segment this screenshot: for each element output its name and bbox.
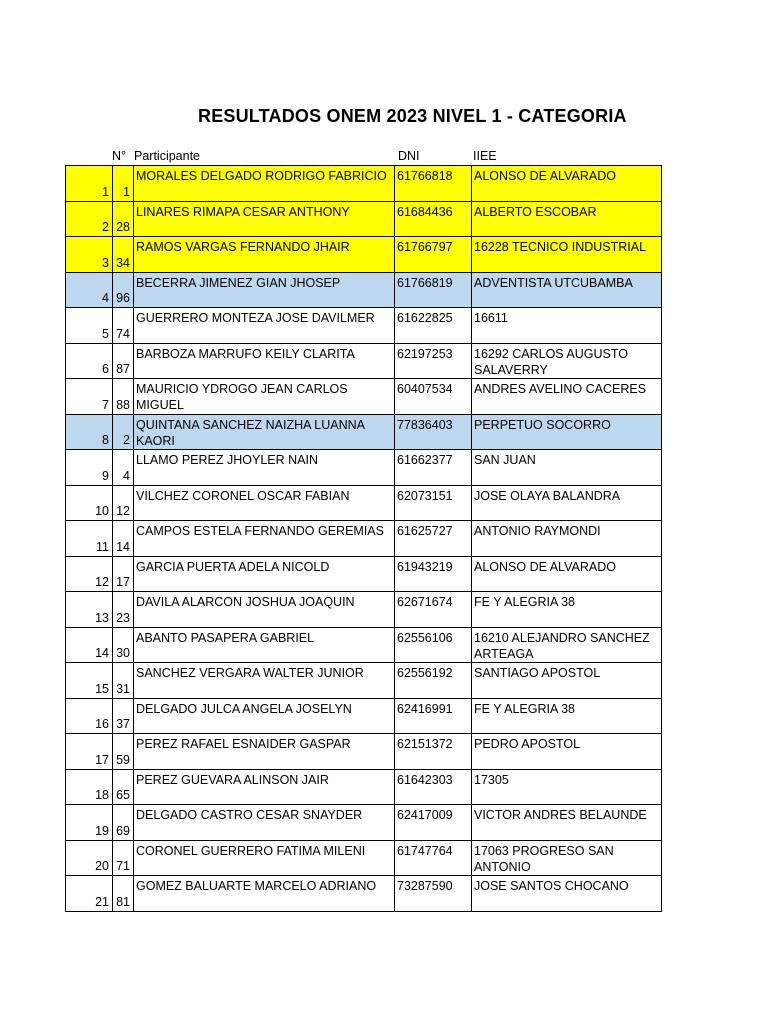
participant-number-cell: 12 xyxy=(113,485,134,521)
table-row xyxy=(66,450,662,486)
school-cell: ANTONIO RAYMONDI xyxy=(472,521,662,557)
dni-cell: 61622825 xyxy=(395,308,472,344)
rank-cell: 9 xyxy=(66,450,113,486)
rank-cell: 21 xyxy=(66,876,113,912)
school-cell: 16292 CARLOS AUGUSTO SALAVERRY xyxy=(472,343,662,379)
dni-cell: 61766797 xyxy=(395,237,472,273)
dni-cell: 62073151 xyxy=(395,485,472,521)
page-title: RESULTADOS ONEM 2023 NIVEL 1 - CATEGORIA xyxy=(198,106,627,126)
table-row xyxy=(66,379,662,415)
school-cell: SANTIAGO APOSTOL xyxy=(472,663,662,699)
table-row xyxy=(66,308,662,344)
participant-name-cell: BECERRA JIMENEZ GIAN JHOSEP xyxy=(134,272,395,308)
rank-cell: 12 xyxy=(66,556,113,592)
participant-number-cell: 88 xyxy=(113,379,134,415)
dni-cell: 61625727 xyxy=(395,521,472,557)
dni-cell: 62417009 xyxy=(395,805,472,841)
table-row xyxy=(66,627,662,663)
participant-name-cell: CAMPOS ESTELA FERNANDO GEREMIAS xyxy=(134,521,395,557)
dni-cell: 62151372 xyxy=(395,734,472,770)
school-cell: ADVENTISTA UTCUBAMBA xyxy=(472,272,662,308)
participant-number-cell: 34 xyxy=(113,237,134,273)
participant-name-cell: DELGADO CASTRO CESAR SNAYDER xyxy=(134,805,395,841)
rank-cell: 8 xyxy=(66,414,113,450)
rank-cell: 20 xyxy=(66,840,113,876)
school-cell: 16228 TECNICO INDUSTRIAL xyxy=(472,237,662,273)
participant-number-cell: 2 xyxy=(113,414,134,450)
dni-cell: 61766818 xyxy=(395,166,472,202)
dni-cell: 62556192 xyxy=(395,663,472,699)
table-row xyxy=(66,876,662,912)
dni-cell: 62197253 xyxy=(395,343,472,379)
dni-cell: 62556106 xyxy=(395,627,472,663)
participant-number-cell: 14 xyxy=(113,521,134,557)
participant-name-cell: GARCIA PUERTA ADELA NICOLD xyxy=(134,556,395,592)
school-cell: 16210 ALEJANDRO SANCHEZ ARTEAGA xyxy=(472,627,662,663)
school-cell: JOSE SANTOS CHOCANO xyxy=(472,876,662,912)
table-row xyxy=(66,556,662,592)
rank-cell: 15 xyxy=(66,663,113,699)
dni-cell: 62416991 xyxy=(395,698,472,734)
participant-number-cell: 87 xyxy=(113,343,134,379)
participant-number-cell: 65 xyxy=(113,769,134,805)
rank-cell: 11 xyxy=(66,521,113,557)
rank-cell: 5 xyxy=(66,308,113,344)
table-row xyxy=(66,698,662,734)
rank-cell: 17 xyxy=(66,734,113,770)
school-cell: ANDRES AVELINO CACERES xyxy=(472,379,662,415)
table-row xyxy=(66,485,662,521)
participant-name-cell: PEREZ GUEVARA ALINSON JAIR xyxy=(134,769,395,805)
rank-cell: 14 xyxy=(66,627,113,663)
rank-cell: 7 xyxy=(66,379,113,415)
participant-name-cell: RAMOS VARGAS FERNANDO JHAIR xyxy=(134,237,395,273)
participant-name-cell: ABANTO PASAPERA GABRIEL xyxy=(134,627,395,663)
participant-number-cell: 96 xyxy=(113,272,134,308)
dni-cell: 61662377 xyxy=(395,450,472,486)
rank-cell: 13 xyxy=(66,592,113,628)
school-cell: PEDRO APOSTOL xyxy=(472,734,662,770)
column-header-dni: DNI xyxy=(398,149,420,163)
participant-name-cell: LLAMO PEREZ JHOYLER NAIN xyxy=(134,450,395,486)
dni-cell: 60407534 xyxy=(395,379,472,415)
school-cell: JOSE OLAYA BALANDRA xyxy=(472,485,662,521)
school-cell: 17305 xyxy=(472,769,662,805)
rank-cell: 2 xyxy=(66,201,113,237)
rank-cell: 4 xyxy=(66,272,113,308)
participant-name-cell: VILCHEZ CORONEL OSCAR FABIAN xyxy=(134,485,395,521)
school-cell: FE Y ALEGRIA 38 xyxy=(472,592,662,628)
participant-number-cell: 17 xyxy=(113,556,134,592)
table-row xyxy=(66,734,662,770)
school-cell: 16611 xyxy=(472,308,662,344)
dni-cell: 61766819 xyxy=(395,272,472,308)
table-row xyxy=(66,592,662,628)
participant-name-cell: CORONEL GUERRERO FATIMA MILENI xyxy=(134,840,395,876)
participant-name-cell: QUINTANA SANCHEZ NAIZHA LUANNA KAORI xyxy=(134,414,395,450)
dni-cell: 73287590 xyxy=(395,876,472,912)
school-cell: ALBERTO ESCOBAR xyxy=(472,201,662,237)
participant-name-cell: DAVILA ALARCON JOSHUA JOAQUIN xyxy=(134,592,395,628)
participant-number-cell: 28 xyxy=(113,201,134,237)
participant-name-cell: PEREZ RAFAEL ESNAIDER GASPAR xyxy=(134,734,395,770)
participant-number-cell: 1 xyxy=(113,166,134,202)
participant-number-cell: 30 xyxy=(113,627,134,663)
table-row xyxy=(66,840,662,876)
school-cell: ALONSO DE ALVARADO xyxy=(472,556,662,592)
table-row xyxy=(66,201,662,237)
participant-number-cell: 4 xyxy=(113,450,134,486)
column-header-participant: Participante xyxy=(134,149,201,163)
participant-number-cell: 69 xyxy=(113,805,134,841)
rank-cell: 18 xyxy=(66,769,113,805)
rank-cell: 1 xyxy=(66,166,113,202)
dni-cell: 77836403 xyxy=(395,414,472,450)
participant-number-cell: 71 xyxy=(113,840,134,876)
participant-name-cell: DELGADO JULCA ANGELA JOSELYN xyxy=(134,698,395,734)
rank-cell: 3 xyxy=(66,237,113,273)
school-cell: 17063 PROGRESO SAN ANTONIO xyxy=(472,840,662,876)
participant-number-cell: 74 xyxy=(113,308,134,344)
participant-name-cell: MAURICIO YDROGO JEAN CARLOS MIGUEL xyxy=(134,379,395,415)
table-row xyxy=(66,414,662,450)
table-row xyxy=(66,805,662,841)
results-table-body xyxy=(66,166,662,912)
participant-number-cell: 81 xyxy=(113,876,134,912)
participant-name-cell: GUERRERO MONTEZA JOSE DAVILMER xyxy=(134,308,395,344)
participant-number-cell: 31 xyxy=(113,663,134,699)
table-row xyxy=(66,521,662,557)
participant-name-cell: LINARES RIMAPA CESAR ANTHONY xyxy=(134,201,395,237)
rank-cell: 10 xyxy=(66,485,113,521)
school-cell: PERPETUO SOCORRO xyxy=(472,414,662,450)
school-cell: ALONSO DE ALVARADO xyxy=(472,166,662,202)
dni-cell: 61747764 xyxy=(395,840,472,876)
participant-name-cell: SANCHEZ VERGARA WALTER JUNIOR xyxy=(134,663,395,699)
column-header-number: N° xyxy=(112,149,127,163)
column-header-school: IIEE xyxy=(473,149,497,163)
school-cell: SAN JUAN xyxy=(472,450,662,486)
table-row xyxy=(66,272,662,308)
rank-cell: 16 xyxy=(66,698,113,734)
dni-cell: 61943219 xyxy=(395,556,472,592)
rank-cell: 19 xyxy=(66,805,113,841)
participant-number-cell: 23 xyxy=(113,592,134,628)
participant-name-cell: GOMEZ BALUARTE MARCELO ADRIANO xyxy=(134,876,395,912)
participant-number-cell: 59 xyxy=(113,734,134,770)
participant-name-cell: MORALES DELGADO RODRIGO FABRICIO xyxy=(134,166,395,202)
dni-cell: 61642303 xyxy=(395,769,472,805)
table-row xyxy=(66,166,662,202)
dni-cell: 62671674 xyxy=(395,592,472,628)
rank-cell: 6 xyxy=(66,343,113,379)
participant-number-cell: 37 xyxy=(113,698,134,734)
table-row xyxy=(66,343,662,379)
results-table xyxy=(65,165,662,912)
school-cell: VICTOR ANDRES BELAUNDE xyxy=(472,805,662,841)
table-row xyxy=(66,663,662,699)
table-row xyxy=(66,769,662,805)
dni-cell: 61684436 xyxy=(395,201,472,237)
table-row xyxy=(66,237,662,273)
participant-name-cell: BARBOZA MARRUFO KEILY CLARITA xyxy=(134,343,395,379)
school-cell: FE Y ALEGRIA 38 xyxy=(472,698,662,734)
